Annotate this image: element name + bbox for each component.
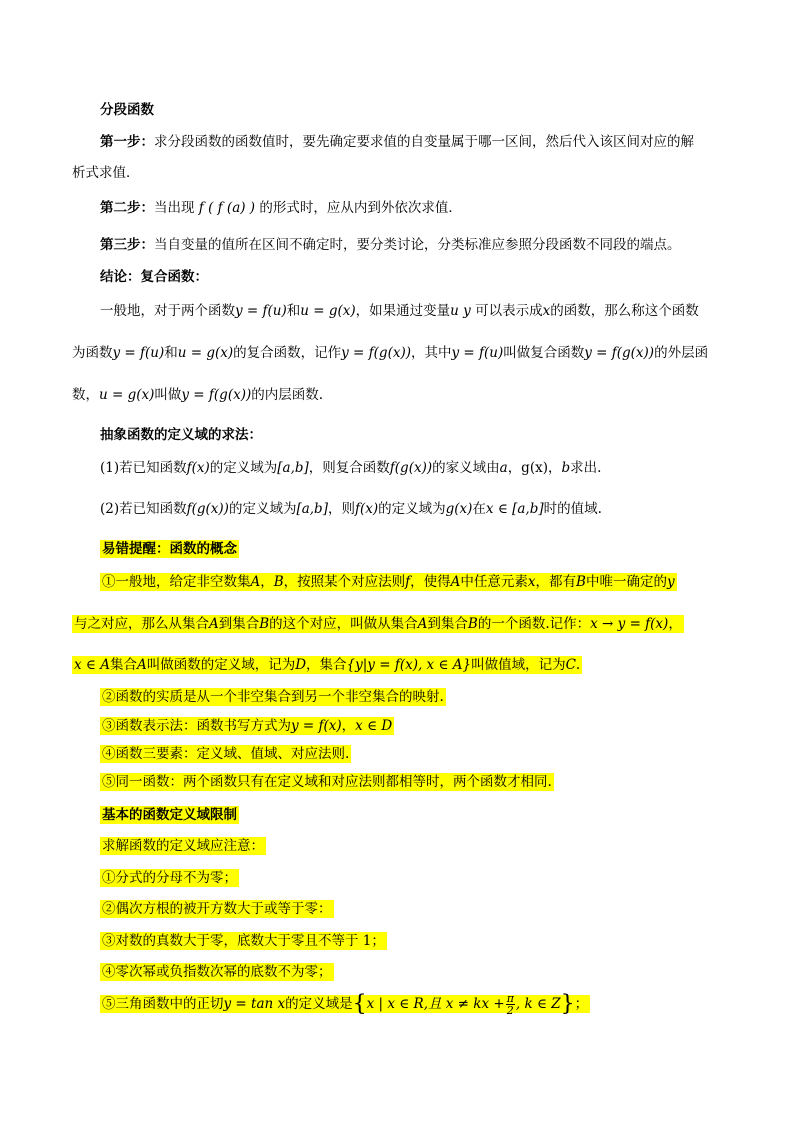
composite-line3: [72, 384, 323, 406]
pitfall-line5: [100, 715, 394, 737]
step1-line1: [100, 131, 694, 153]
c2-text-b: 和: [164, 345, 178, 361]
e6-text: ④函数三要素：定义域、值域、对应法则.: [102, 746, 350, 762]
limits-intro: [100, 835, 266, 857]
limits-item1: [100, 867, 239, 889]
step3-line: [100, 234, 681, 256]
a1-math3: f(g(x)): [389, 460, 433, 476]
right-brace: }: [560, 991, 575, 1017]
e1-text-e: 中任意元素: [460, 574, 528, 590]
pitfall-line7: [100, 771, 554, 793]
a1-math2: [a,b]: [277, 460, 309, 476]
c1-text-d: 可以表示成: [475, 303, 543, 319]
a1-math5: b: [561, 460, 571, 476]
heading-abstract-domain: 抽象函数的定义域的求法：: [100, 427, 262, 443]
pitfall-line5-hl: [100, 717, 394, 735]
c3-text-b: 叫做: [154, 387, 182, 403]
pitfall-line2-hl: [72, 615, 684, 633]
a2-text-a: (2)若已知函数: [100, 501, 187, 517]
pitfall-line1-hl: [100, 573, 677, 591]
e3-text-d: 叫做值域，记为: [471, 657, 566, 673]
pi-over-2-fraction: [506, 993, 515, 1016]
e5-math1: y = f(x): [291, 718, 342, 734]
step1-text: 求分段函数的函数值时，要先确定要求值的自变量属于哪一区间，然后代入该区间对应的解: [154, 134, 694, 150]
d4-text: ④零次幂或负指数次幂的底数不为零；: [102, 964, 332, 980]
c1-text-b: 和: [286, 303, 301, 319]
e2-math4: B: [467, 616, 478, 632]
e3-math1: x ∈ A: [74, 657, 110, 673]
a2-math3: f(x): [354, 501, 379, 517]
a1-math1: f(x): [186, 460, 210, 476]
limits-item5-hl: [100, 991, 590, 1017]
heading-pitfall-text: 易错提醒：函数的概念: [102, 541, 237, 557]
e2-math2: B: [259, 616, 270, 632]
a1-text-f: 求出.: [570, 460, 602, 476]
e2-math3: A: [417, 616, 428, 632]
heading-piecewise: 分段函数: [100, 102, 154, 118]
a1-text-e: ，g(x)，: [507, 460, 562, 476]
a1-text-d: 的家义域由: [432, 460, 500, 476]
step2-line: [100, 197, 462, 219]
fraction-numerator: π: [506, 992, 514, 1005]
d1-text: ①分式的分母不为零；: [102, 870, 237, 886]
step3-text: 当自变量的值所在区间不确定时，要分类讨论，分类标准应参照分段函数不同段的端点。: [154, 237, 681, 253]
c1-math5: x: [542, 303, 551, 319]
limits-item3: [100, 930, 387, 952]
left-brace: {: [352, 991, 367, 1017]
a2-text-c: ，则: [327, 501, 355, 517]
e1-text-a: ①一般地，给定非空数集: [102, 574, 251, 590]
c2-math3: y = f(g(x)): [341, 345, 411, 361]
e2-text-b: 到集合: [218, 616, 260, 632]
limits-item2: [100, 898, 334, 920]
e3-text-a: 集合: [109, 657, 137, 673]
pitfall-line2: [72, 613, 684, 635]
d5-math2a: x | x ∈ R,且 x ≠ kx +: [366, 996, 505, 1012]
e3-math2: A: [136, 657, 147, 673]
step2-text-post: 的形式时，应从内到外依次求值．: [259, 200, 462, 216]
heading-domain-limits: [100, 804, 239, 826]
a2-math1: f(g(x)): [186, 501, 229, 517]
a1-text-a: (1)若已知函数: [100, 460, 187, 476]
e3-text-c: ，集合: [306, 657, 347, 673]
e2-text-f: ，: [668, 616, 682, 632]
c2-math5: y = f(g(x)): [584, 345, 655, 361]
e2-math1: A: [209, 616, 219, 632]
abstract-line1: [100, 457, 601, 479]
e1-text-b: ，: [260, 574, 274, 590]
e1-text-c: ，按照某个对应法则: [283, 574, 406, 590]
a2-text-f: 时的值域.: [543, 501, 602, 517]
heading-domain-limits-text: 基本的函数定义域限制: [102, 807, 237, 823]
pitfall-line6: [100, 743, 351, 765]
a2-text-e: 在: [472, 501, 486, 517]
e1-math2: B: [273, 574, 284, 590]
c1-text: 一般地，对于两个函数: [100, 303, 235, 319]
e2-text-d: 到集合: [427, 616, 468, 632]
e3-text-e: .: [575, 657, 581, 673]
limits-item5: [100, 993, 590, 1016]
e3-text-b: 叫做函数的定义域，记为: [146, 657, 296, 673]
e1-math6: B: [576, 574, 586, 590]
e3-math4: {y|y = f(x), x ∈ A}: [346, 657, 472, 673]
c2-math4: y = f(u): [451, 345, 504, 361]
c2-text-d: ，其中: [410, 345, 452, 361]
heading-composite: 结论：复合函数：: [100, 269, 208, 285]
composite-line1: [100, 300, 699, 322]
e1-math7: y: [666, 574, 675, 590]
heading-pitfall: [100, 538, 239, 560]
e2-math5: x → y = f(x): [590, 616, 669, 632]
pitfall-line3: [72, 654, 582, 676]
e5-text-a: ③函数表示法：函数书写方式为: [102, 718, 291, 734]
e7-text: ⑤同一函数：两个函数只有在定义域和对应法则都相等时，两个函数才相同.: [102, 774, 552, 790]
composite-line2: [72, 342, 708, 364]
c1-math2: u = g(x): [300, 303, 356, 319]
c2-text-a: 为函数: [72, 345, 113, 361]
c2-math2: u = g(x): [177, 345, 234, 361]
step2-text-pre: 当出现: [154, 200, 195, 216]
e1-text-d: ，使得: [410, 574, 451, 590]
c2-math1: y = f(u): [112, 345, 165, 361]
a2-math5: x ∈ [a,b]: [485, 501, 544, 517]
c3-text-a: 数，: [72, 387, 99, 403]
pitfall-line1: [100, 571, 677, 593]
d5-text-c: ；: [574, 996, 589, 1012]
a1-text-b: 的定义域为: [209, 460, 278, 476]
c1-math1: y = f(u): [235, 303, 287, 319]
c1-text-c: ，如果通过变量: [355, 303, 451, 319]
e2-text-c: 的这个对应，叫做从集合: [269, 616, 418, 632]
step1-label: 第一步：: [100, 134, 154, 150]
a2-math2: [a,b]: [296, 501, 328, 517]
c3-text-c: 的内层函数.: [251, 387, 324, 403]
c1-math4: y: [463, 303, 471, 319]
a2-text-d: 的定义域为: [378, 501, 446, 517]
step3-label: 第三步：: [100, 237, 154, 253]
a2-text-b: 的定义域为: [228, 501, 297, 517]
a1-text-c: ，则复合函数: [308, 460, 390, 476]
pitfall-line3-hl: [72, 656, 582, 674]
e5-math2: x ∈ D: [355, 718, 393, 734]
a2-math4: g(x): [445, 501, 473, 517]
c2-text-f: 的外层函: [654, 345, 709, 361]
d5-text-a: ⑤三角函数中的正切: [102, 996, 224, 1012]
d3-text: ③对数的真数大于零，底数大于零且不等于 1；: [102, 933, 385, 949]
e1-math5: x: [527, 574, 536, 590]
limits-item4: [100, 961, 334, 983]
abstract-line2: [100, 498, 602, 520]
c2-text-e: 叫做复合函数: [503, 345, 585, 361]
c2-text-c: 的复合函数，记作: [233, 345, 342, 361]
e1-math1: A: [250, 574, 261, 590]
d2-text: ②偶次方根的被开方数大于或等于零：: [102, 901, 332, 917]
e1-math3: f: [405, 574, 411, 590]
e3-math3: D: [295, 657, 307, 673]
step2-math: f ( f (a) ): [198, 200, 256, 216]
e1-text-g: 中唯一确定的: [585, 574, 667, 590]
pitfall-line4: [100, 686, 446, 708]
step2-label: 第二步：: [100, 200, 154, 216]
c1-text-e: 的函数，那么称这个函数: [550, 303, 699, 319]
e2-text-e: 的一个函数.记作：: [477, 616, 591, 632]
d5-math2b: , k ∈ Z: [515, 996, 561, 1012]
c1-math3: u: [450, 303, 459, 319]
e5-text-b: ，: [341, 718, 356, 734]
c3-math2: y = f(g(x)): [181, 387, 252, 403]
e1-math4: A: [450, 574, 461, 590]
e4-text: ②函数的实质是从一个非空集合到另一个非空集合的映射.: [102, 689, 444, 705]
d5-text-b: 的定义域是: [285, 996, 353, 1012]
d0-text: 求解函数的定义域应注意：: [102, 838, 264, 854]
d5-math1: y = tan x: [223, 996, 286, 1012]
a1-math4: a: [499, 460, 508, 476]
fraction-denominator: 2: [506, 1004, 514, 1017]
e2-text-a: 与之对应，那么从集合: [74, 616, 209, 632]
c3-math1: u = g(x): [99, 387, 155, 403]
e3-math5: C: [565, 657, 576, 673]
step1-line2: 析式求值．: [72, 165, 140, 181]
e1-text-f: ，都有: [535, 574, 577, 590]
